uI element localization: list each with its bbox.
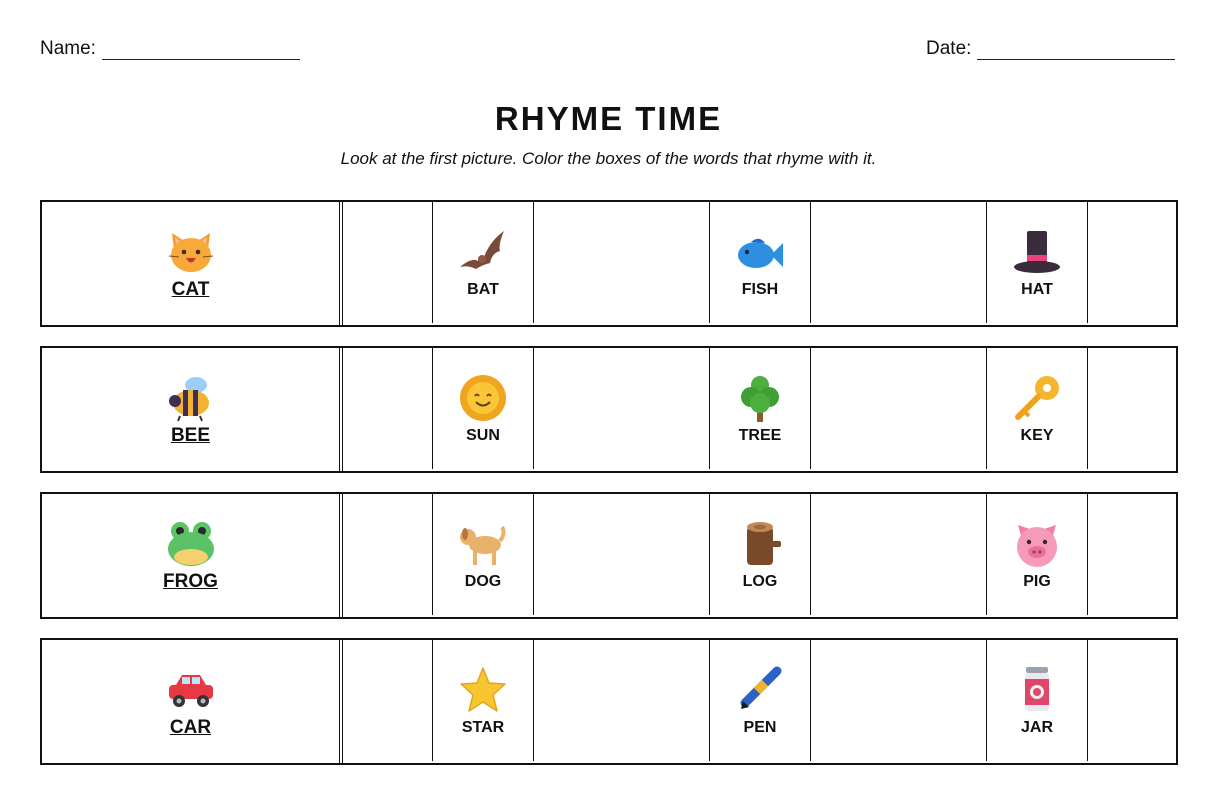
rhyme-row-frog (40, 492, 1178, 619)
option-word: LOG (742, 572, 778, 590)
date-line[interactable] (977, 43, 1175, 60)
jar-icon (1012, 665, 1062, 715)
option-box-star[interactable] (432, 640, 534, 761)
option-word: BAT (467, 280, 499, 298)
option-word: DOG (464, 572, 502, 590)
option-word: JAR (1020, 718, 1053, 736)
target-cell (42, 640, 340, 763)
target-word: CAT (171, 278, 210, 300)
instructions: Look at the first picture. Color the boxes of the words that rhyme with it. (340, 149, 877, 168)
dog-icon (458, 519, 508, 569)
pen-icon (735, 665, 785, 715)
rhyme-row-cat (40, 200, 1178, 327)
star-icon (458, 665, 508, 715)
option-box-pig[interactable] (986, 494, 1088, 615)
target-word: FROG (163, 570, 218, 592)
name-line[interactable] (102, 43, 300, 60)
target-cell (42, 494, 340, 617)
cat-face-icon (166, 227, 216, 277)
option-box-key[interactable] (986, 348, 1088, 469)
name-label: Name: (40, 38, 96, 59)
option-word: PEN (743, 718, 777, 736)
option-box-tree[interactable] (709, 348, 811, 469)
option-word: KEY (1020, 426, 1054, 444)
option-box-bat[interactable] (432, 202, 534, 323)
smiling-sun-icon (458, 373, 508, 423)
rhyme-row-bee (40, 346, 1178, 473)
car-icon (166, 665, 216, 715)
option-box-sun[interactable] (432, 348, 534, 469)
target-word: CAR (169, 716, 212, 738)
option-box-dog[interactable] (432, 494, 534, 615)
target-word: BEE (170, 424, 211, 446)
fish-icon (735, 227, 785, 277)
target-cell (42, 348, 340, 471)
option-word: PIG (1023, 572, 1051, 590)
target-cell (42, 202, 340, 325)
date-label: Date: (926, 38, 972, 59)
date-field (926, 38, 1175, 60)
name-field (40, 38, 300, 60)
option-word: TREE (738, 426, 782, 444)
top-hat-icon (1012, 227, 1062, 277)
pig-face-icon (1012, 519, 1062, 569)
option-box-log[interactable] (709, 494, 811, 615)
key-icon (1012, 373, 1062, 423)
bat-icon (458, 227, 508, 277)
option-box-pen[interactable] (709, 640, 811, 761)
option-word: FISH (741, 280, 779, 298)
log-icon (735, 519, 785, 569)
tree-icon (735, 373, 785, 423)
rhyme-row-car (40, 638, 1178, 765)
option-word: HAT (1021, 280, 1053, 298)
option-box-jar[interactable] (986, 640, 1088, 761)
option-word: SUN (466, 426, 500, 444)
option-box-hat[interactable] (986, 202, 1088, 323)
frog-face-icon (166, 519, 216, 569)
worksheet-title: RHYME TIME (494, 100, 723, 137)
option-word: STAR (461, 718, 505, 736)
option-box-fish[interactable] (709, 202, 811, 323)
bee-icon (166, 373, 216, 423)
